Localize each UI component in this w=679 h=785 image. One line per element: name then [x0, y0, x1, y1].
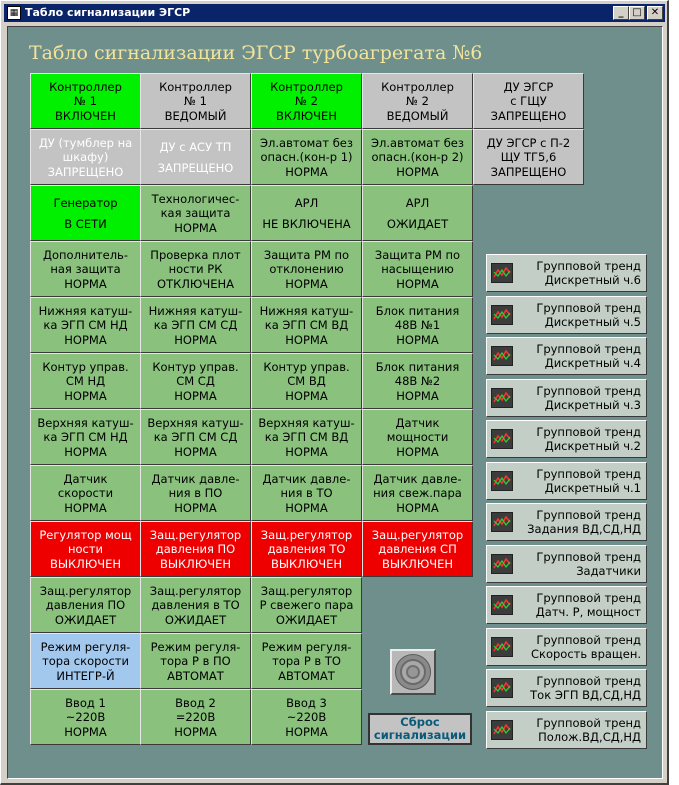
- trend-chart-icon: [491, 429, 513, 449]
- signal-status: В СЕТИ: [64, 216, 107, 231]
- signal-status: АВТОМАТ: [167, 668, 224, 683]
- signal-status: ВКЛЮЧЕН: [55, 108, 116, 123]
- trend-chart-icon: [491, 263, 513, 283]
- signal-status: НОРМА: [396, 500, 439, 515]
- trend-label-line2: Дискретный ч.3: [544, 398, 641, 412]
- signal-status: ВКЛЮЧЕН: [276, 108, 337, 123]
- signal-label: ~220В: [286, 709, 327, 724]
- signal-cell: [362, 521, 473, 577]
- signal-status: НОРМА: [396, 444, 439, 459]
- signal-cell: [251, 633, 362, 689]
- signal-label: ка ЭГП СМ ВД: [264, 429, 349, 444]
- trend-chart-icon: [491, 554, 513, 574]
- signal-status: ЗАПРЕЩЕНО: [47, 164, 124, 179]
- signal-label: тора Р в ПО: [160, 653, 231, 668]
- signal-label: ния свеж.пара: [373, 485, 462, 500]
- signal-cell: [251, 353, 362, 409]
- trend-label-line1: Групповой тренд: [536, 342, 641, 356]
- signal-cell: [251, 577, 362, 633]
- signal-label: № 1: [74, 93, 97, 108]
- signal-cell: [251, 241, 362, 297]
- signal-cell: [251, 689, 362, 745]
- trend-label-line1: Групповой тренд: [536, 425, 641, 439]
- signal-status: НОРМА: [285, 332, 328, 347]
- signal-cell: [251, 465, 362, 521]
- signal-status: НОРМА: [64, 276, 107, 291]
- signal-cell: [30, 689, 141, 745]
- signal-label: ка ЭГП СМ НД: [43, 317, 128, 332]
- signal-status: НОРМА: [64, 332, 107, 347]
- signal-label: Нижняя катуш-: [148, 303, 243, 318]
- trend-chart-icon: [491, 388, 513, 408]
- close-button[interactable]: ✕: [647, 6, 663, 20]
- signal-status: ОЖИДАЕТ: [164, 612, 227, 627]
- signal-label: СМ НД: [65, 373, 106, 388]
- reset-label-line1: Сброс: [400, 715, 440, 729]
- signal-status: НОРМА: [174, 388, 217, 403]
- signal-status: ВЫКЛЮЧЕН: [381, 556, 454, 571]
- signal-status: ЗАПРЕЩЕНО: [157, 160, 234, 175]
- signal-cell: [251, 521, 362, 577]
- signal-cell: [473, 73, 584, 129]
- signal-label: Блок питания: [375, 303, 460, 318]
- signal-status: ОТКЛЮЧЕНА: [157, 276, 234, 291]
- signal-label: Защ.регулятор: [149, 527, 242, 542]
- signal-label: ка ЭГП СМ ВД: [264, 317, 349, 332]
- signal-cell: [140, 185, 251, 241]
- signal-status: НОРМА: [396, 332, 439, 347]
- signal-label: Контроллер: [381, 79, 454, 94]
- signal-cell: [362, 241, 473, 297]
- signal-label: =220В: [175, 709, 216, 724]
- group-trend-button[interactable]: [486, 462, 647, 500]
- signal-label: Ввод 3: [286, 695, 327, 710]
- signal-label: давления в ТО: [151, 597, 240, 612]
- signal-label: Защ.регулятор: [39, 583, 132, 598]
- signal-label: давления ПО: [45, 597, 126, 612]
- signal-cell: [140, 465, 251, 521]
- signal-cell: [251, 297, 362, 353]
- title-bar[interactable]: [4, 4, 665, 22]
- signal-label: ния в ПО: [168, 485, 223, 500]
- signal-status: НОРМА: [285, 164, 328, 179]
- signal-status: ОЖИДАЕТ: [275, 612, 338, 627]
- signal-status: ИНТЕГР-Й: [56, 668, 115, 683]
- signal-label: Генератор: [53, 195, 118, 210]
- signal-cell: [140, 241, 251, 297]
- signal-label: Дополнитель-: [43, 247, 128, 262]
- signal-status: НОРМА: [64, 500, 107, 515]
- signal-status: НОРМА: [396, 276, 439, 291]
- signal-label: ка ЭГП СМ СД: [153, 317, 238, 332]
- trend-chart-icon: [491, 720, 513, 740]
- group-trend-button[interactable]: [486, 711, 647, 749]
- group-trend-button[interactable]: [486, 254, 647, 292]
- trend-label-line1: Групповой тренд: [536, 508, 641, 522]
- signal-cell: [362, 465, 473, 521]
- signal-label: опасн.(кон-р 2): [371, 149, 464, 164]
- signal-label: 48В №2: [394, 373, 441, 388]
- trend-label-line1: Групповой тренд: [536, 301, 641, 315]
- trend-chart-icon: [491, 678, 513, 698]
- trend-label-line1: Групповой тренд: [536, 467, 641, 481]
- signal-label: Защ.регулятор: [149, 583, 242, 598]
- signal-label: Контроллер: [159, 79, 232, 94]
- group-trend-button[interactable]: [486, 586, 647, 624]
- trend-label-line1: Групповой тренд: [536, 550, 641, 564]
- signal-label: тора скорости: [42, 653, 129, 668]
- signal-status: ВЫКЛЮЧЕН: [270, 556, 343, 571]
- signal-cell: [362, 297, 473, 353]
- group-trend-button[interactable]: [486, 296, 647, 334]
- trend-label-line1: Групповой тренд: [536, 384, 641, 398]
- signal-status: НОРМА: [174, 332, 217, 347]
- trend-label-line2: Ток ЭГП ВД,СД,НД: [530, 688, 641, 702]
- signal-label: скорости: [57, 485, 114, 500]
- signal-cell: [140, 353, 251, 409]
- signal-label: Контроллер: [270, 79, 343, 94]
- window-title: Табло сигнализации ЭГСР: [25, 6, 191, 19]
- signal-label: Защита РМ по: [374, 247, 461, 262]
- signal-cell: [140, 577, 251, 633]
- signal-cell: [140, 409, 251, 465]
- signal-label: Эл.автомат без: [371, 135, 464, 150]
- signal-status: ЗАПРЕЩЕНО: [490, 164, 567, 179]
- signal-label: Контроллер: [49, 79, 122, 94]
- alarm-board: [7, 26, 663, 779]
- signal-status: ОЖИДАЕТ: [386, 216, 449, 231]
- trend-label-line2: Дискретный ч.6: [544, 273, 641, 287]
- signal-label: ка ЭГП СМ НД: [43, 429, 128, 444]
- group-trend-button[interactable]: [486, 337, 647, 375]
- signal-cell: [30, 129, 141, 185]
- signal-label: Датчик давле-: [373, 471, 462, 486]
- signal-status: НОРМА: [174, 500, 217, 515]
- signal-cell: [362, 409, 473, 465]
- trend-label-line2: Дискретный ч.2: [544, 439, 641, 453]
- trend-label-line2: Полож.ВД,СД,НД: [538, 730, 641, 744]
- signal-label: с ГЩУ: [510, 93, 547, 108]
- signal-status: НОРМА: [64, 444, 107, 459]
- trend-label-line2: Задания ВД,СД,НД: [527, 522, 641, 536]
- trend-label-line2: Скорость вращен.: [530, 647, 641, 661]
- app-window-icon[interactable]: ▦: [7, 6, 21, 20]
- signal-cell: [30, 353, 141, 409]
- signal-cell: [30, 73, 141, 129]
- signal-cell: [251, 73, 362, 129]
- signal-status: НОРМА: [285, 388, 328, 403]
- trend-label-line1: Групповой тренд: [536, 591, 641, 605]
- signal-label: мощности: [386, 429, 449, 444]
- signal-label: № 2: [406, 93, 429, 108]
- signal-label: тора Р в ТО: [272, 653, 341, 668]
- group-trend-button[interactable]: [486, 420, 647, 458]
- signal-label: СМ СД: [176, 373, 215, 388]
- signal-cell: [251, 409, 362, 465]
- signal-label: Режим регуля-: [40, 639, 131, 654]
- signal-status: НОРМА: [174, 724, 217, 739]
- signal-label: Датчик: [395, 415, 440, 430]
- signal-cell: [30, 241, 141, 297]
- signal-cell: [30, 185, 141, 241]
- signal-cell: [140, 689, 251, 745]
- signal-label: Ввод 1: [65, 695, 106, 710]
- trend-label-line2: Датч. Р, мощност: [535, 605, 641, 619]
- signal-cell: [473, 129, 584, 185]
- signal-label: № 1: [184, 93, 207, 108]
- signal-label: Защита РМ по: [263, 247, 350, 262]
- reset-knob-icon[interactable]: [390, 649, 436, 695]
- signal-label: 48В №1: [394, 317, 441, 332]
- signal-label: Датчик давле-: [151, 471, 240, 486]
- signal-label: Верхняя катуш-: [37, 415, 134, 430]
- signal-label: Ввод 2: [175, 695, 216, 710]
- signal-cell: [30, 465, 141, 521]
- signal-label: Технологичес-: [151, 191, 240, 206]
- signal-label: шкафу): [62, 149, 109, 164]
- group-trend-button[interactable]: [486, 669, 647, 707]
- group-trend-button[interactable]: [486, 545, 647, 583]
- signal-cell: [251, 185, 362, 241]
- signal-label: ~220В: [65, 709, 106, 724]
- signal-status: НОРМА: [174, 220, 217, 235]
- trend-chart-icon: [491, 595, 513, 615]
- group-trend-button[interactable]: [486, 379, 647, 417]
- trend-label-line2: Дискретный ч.1: [544, 481, 641, 495]
- trend-label-line1: Групповой тренд: [536, 633, 641, 647]
- signal-label: Режим регуля-: [261, 639, 352, 654]
- signal-label: давления ПО: [155, 541, 236, 556]
- signal-cell: [140, 633, 251, 689]
- signal-label: отклонению: [269, 261, 344, 276]
- signal-label: Контур управ.: [263, 359, 350, 374]
- signal-label: АРЛ: [294, 195, 319, 210]
- signal-cell: [362, 73, 473, 129]
- signal-label: Проверка плот: [150, 247, 241, 262]
- trend-label-line1: Групповой тренд: [536, 259, 641, 273]
- signal-label: Верхняя катуш-: [147, 415, 244, 430]
- signal-label: ДУ (тумблер на: [38, 135, 133, 150]
- signal-label: Регулятор мощ: [39, 527, 132, 542]
- signal-status: НОРМА: [285, 724, 328, 739]
- signal-cell: [362, 129, 473, 185]
- signal-label: ная защита: [50, 261, 121, 276]
- signal-cell: [140, 297, 251, 353]
- reset-alarms-button[interactable]: [368, 713, 472, 745]
- signal-label: ЩУ ТГ5,6: [500, 149, 557, 164]
- trend-chart-icon: [491, 512, 513, 532]
- reset-label-line2: сигнализации: [373, 728, 467, 742]
- page-title: Табло сигнализации ЭГСР турбоагрегата №6: [29, 42, 483, 64]
- signal-label: № 2: [295, 93, 318, 108]
- signal-label: Защ.регулятор: [371, 527, 464, 542]
- signal-label: АРЛ: [405, 195, 430, 210]
- trend-label-line2: Задатчики: [576, 564, 641, 578]
- trend-chart-icon: [491, 305, 513, 325]
- trend-chart-icon: [491, 471, 513, 491]
- maximize-button[interactable]: □: [629, 6, 645, 20]
- signal-label: давления ТО: [267, 541, 346, 556]
- signal-cell: [362, 185, 473, 241]
- signal-status: ВЕДОМЫЙ: [386, 108, 449, 123]
- signal-cell: [140, 129, 251, 185]
- signal-label: Режим регуля-: [150, 639, 241, 654]
- signal-cell: [362, 353, 473, 409]
- signal-label: Р свежего пара: [259, 597, 354, 612]
- signal-status: НОРМА: [285, 276, 328, 291]
- signal-label: ДУ ЭГСР с П-2: [486, 135, 571, 150]
- group-trend-button[interactable]: [486, 628, 647, 666]
- group-trend-button[interactable]: [486, 503, 647, 541]
- trend-label-line1: Групповой тренд: [536, 716, 641, 730]
- signal-cell: [251, 129, 362, 185]
- signal-label: Эл.автомат без: [260, 135, 353, 150]
- signal-label: давления СП: [378, 541, 457, 556]
- signal-label: кая защита: [160, 205, 231, 220]
- signal-label: Верхняя катуш-: [258, 415, 355, 430]
- signal-label: Блок питания: [375, 359, 460, 374]
- trend-chart-icon: [491, 346, 513, 366]
- signal-status: НОРМА: [285, 444, 328, 459]
- signal-status: НОРМА: [174, 444, 217, 459]
- signal-cell: [30, 521, 141, 577]
- signal-label: опасн.(кон-р 1): [260, 149, 353, 164]
- signal-label: СМ ВД: [287, 373, 326, 388]
- signal-label: Защ.регулятор: [260, 527, 353, 542]
- signal-label: ДУ ЭГСР: [503, 79, 554, 94]
- signal-label: Нижняя катуш-: [38, 303, 133, 318]
- signal-status: АВТОМАТ: [278, 668, 335, 683]
- signal-label: Нижняя катуш-: [259, 303, 354, 318]
- signal-status: НОРМА: [64, 724, 107, 739]
- trend-label-line1: Групповой тренд: [536, 674, 641, 688]
- signal-cell: [30, 633, 141, 689]
- signal-label: ка ЭГП СМ СД: [153, 429, 238, 444]
- signal-label: ности: [67, 541, 104, 556]
- signal-cell: [30, 297, 141, 353]
- trend-chart-icon: [491, 637, 513, 657]
- signal-label: ДУ с АСУ ТП: [159, 139, 232, 154]
- signal-label: Датчик: [63, 471, 108, 486]
- signal-status: НЕ ВКЛЮЧЕНА: [262, 216, 351, 231]
- signal-status: ВЫКЛЮЧЕН: [159, 556, 232, 571]
- trend-label-line2: Дискретный ч.5: [544, 315, 641, 329]
- signal-cell: [140, 521, 251, 577]
- signal-label: Контур управ.: [152, 359, 239, 374]
- signal-label: Защ.регулятор: [260, 583, 353, 598]
- signal-label: ности РК: [168, 261, 223, 276]
- signal-cell: [30, 577, 141, 633]
- signal-label: насыщению: [381, 261, 454, 276]
- trend-label-line2: Дискретный ч.4: [544, 356, 641, 370]
- signal-label: Контур управ.: [42, 359, 129, 374]
- signal-status: ЗАПРЕЩЕНО: [490, 108, 567, 123]
- signal-label: Датчик давле-: [262, 471, 351, 486]
- signal-status: НОРМА: [285, 500, 328, 515]
- signal-status: ОЖИДАЕТ: [54, 612, 117, 627]
- minimize-button[interactable]: _: [613, 6, 629, 20]
- signal-status: НОРМА: [64, 388, 107, 403]
- signal-status: ВЕДОМЫЙ: [164, 108, 227, 123]
- signal-status: НОРМА: [396, 388, 439, 403]
- signal-status: ВЫКЛЮЧЕН: [49, 556, 122, 571]
- signal-cell: [30, 409, 141, 465]
- signal-label: ния в ТО: [280, 485, 333, 500]
- signal-status: НОРМА: [396, 164, 439, 179]
- signal-cell: [140, 73, 251, 129]
